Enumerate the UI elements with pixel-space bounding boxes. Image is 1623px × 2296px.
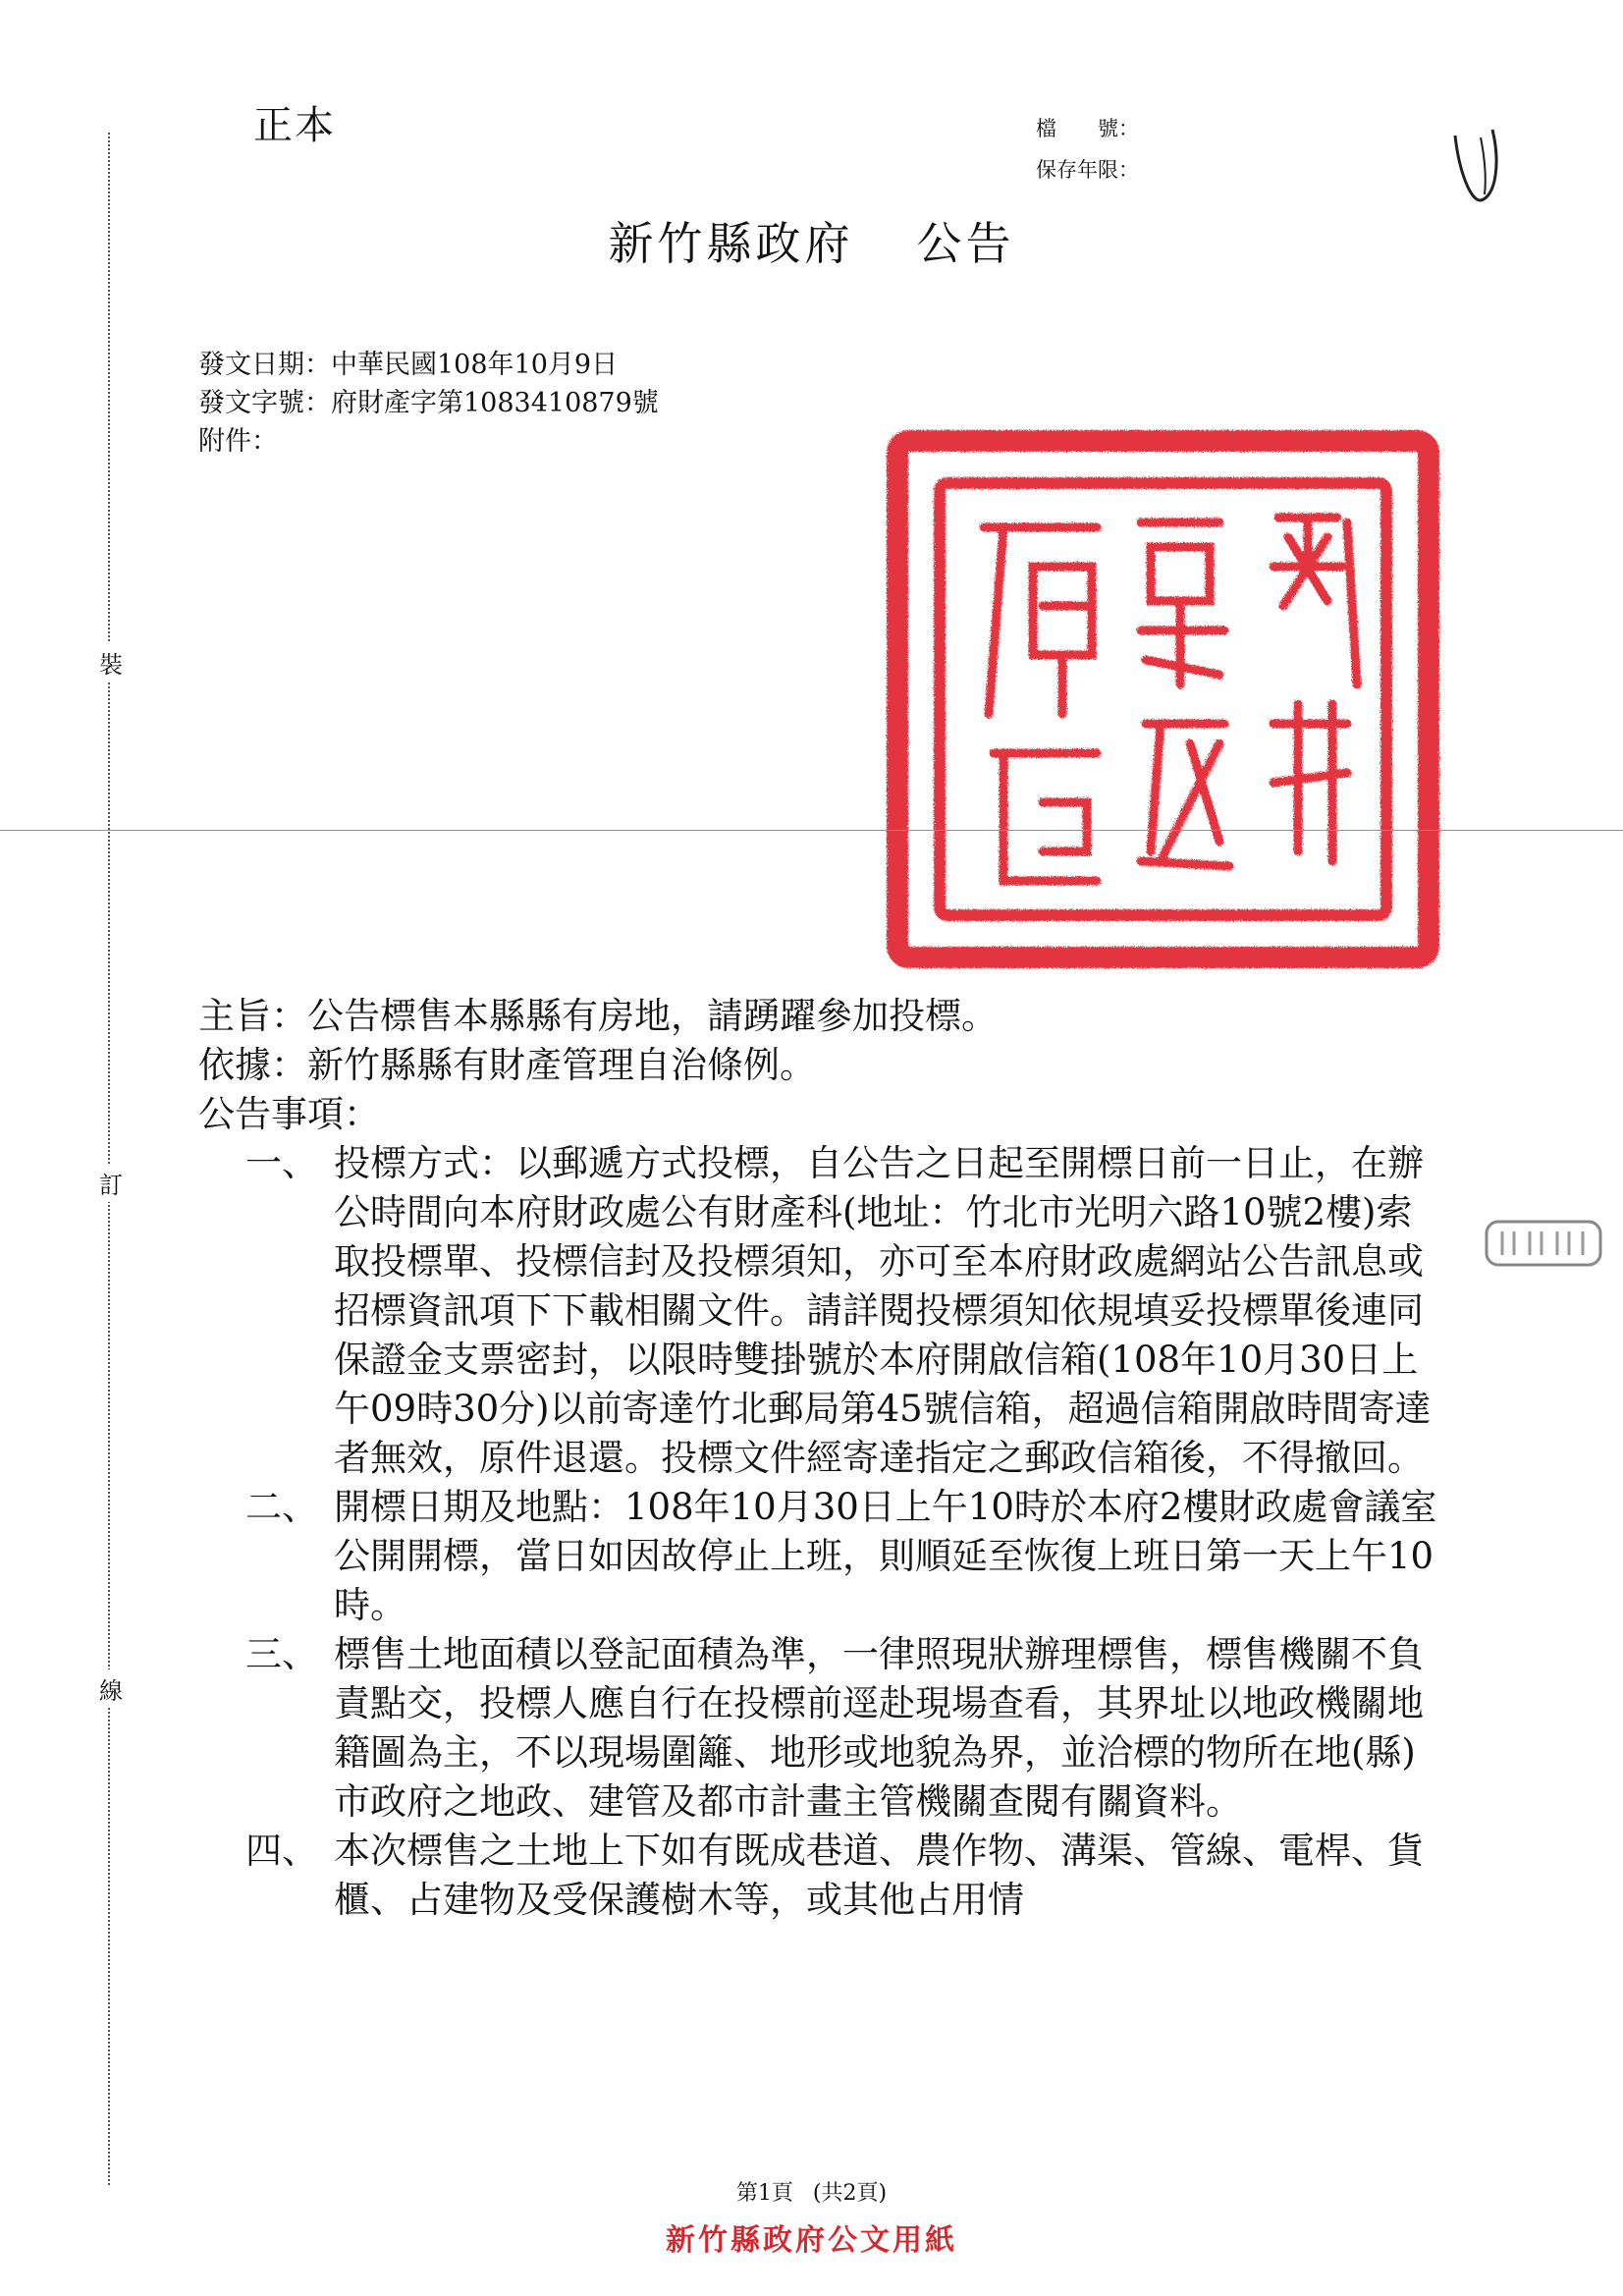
doc-type: 公告 [916, 217, 1015, 270]
issue-number: 發文字號：府財產字第1083410879號 [198, 388, 659, 418]
notice-body [198, 992, 1445, 1925]
official-seal [886, 429, 1440, 969]
page-total: (共2頁) [812, 2181, 888, 2206]
item-number: 四、 [245, 1830, 318, 1872]
notice-item [198, 1483, 1445, 1630]
attachment-line: 附件： [198, 426, 278, 457]
item-text: 標售土地面積以登記面積為準，一律照現狀辦理標售，標售機關不負責點交，投標人應自行在投標前逕赴現場查看，其界址以地政機關地籍圖為主，不以現場圍籬、地形或地貌為界，並洽標的物所在地(縣)市政府之地政、建管及都市計畫主管機關查閱有關資料。 [334, 1633, 1424, 1823]
item-number: 三、 [245, 1633, 318, 1675]
basis-line: 依據：新竹縣縣有財產管理自治條例。 [198, 1044, 816, 1086]
item-text: 投標方式：以郵遞方式投標，自公告之日起至開標日前一日止，在辦公時間向本府財政處公有財產科(地址：竹北市光明六路10號2樓)索取投標單、投標信封及投標須知，亦可至本府財政處網站公告訊息或招標資訊項下下載相關文件。請詳閱投標須知依規填妥投標單後連同保證金支票密封，以限時雙掛號於本府開啟信箱(108年10月30日上午09時30分)以前寄達竹北郵局第45號信箱，超過信箱開啟時間寄達者無效，原件退還。投標文件經寄達指定之郵政信箱後，不得撤回。 [334, 1142, 1432, 1479]
notice-item [198, 1630, 1445, 1827]
items-heading: 公告事項： [198, 1093, 380, 1135]
page-indicator [0, 2176, 1623, 2207]
item-number: 二、 [245, 1486, 318, 1528]
page-number: 第1頁 [735, 2181, 793, 2206]
agency-name: 新竹縣政府 [608, 217, 854, 270]
binding-dotted-line [108, 133, 110, 2185]
file-meta [1036, 108, 1139, 191]
issue-meta [198, 346, 659, 461]
issue-date: 發文日期：中華民國108年10月9日 [198, 350, 619, 380]
document-title [0, 208, 1623, 273]
notice-item [198, 1827, 1445, 1925]
subject-line: 主旨：公告標售本縣縣有房地，請踴躍參加投標。 [198, 995, 998, 1037]
item-text: 本次標售之土地上下如有既成巷道、農作物、溝渠、管線、電桿、貨櫃、占建物及受保護樹木等，或其他占用情 [334, 1830, 1424, 1921]
horizontal-guide-line [0, 830, 1623, 831]
binding-mark-xian: 線 [99, 1669, 123, 1708]
item-number: 一、 [245, 1142, 318, 1184]
binding-mark-zhuang: 裝 [99, 643, 123, 682]
item-text: 開標日期及地點：108年10月30日上午10時於本府2樓財政處會議室公開開標，當日如因故停止上班，則順延至恢復上班日第一天上午10時。 [334, 1486, 1437, 1626]
copy-mark: 正本 [253, 103, 336, 148]
retention-label: 保存年限： [1036, 158, 1139, 182]
small-stamp [1483, 1216, 1605, 1273]
binding-mark-ding: 訂 [99, 1164, 123, 1202]
file-number-label: 檔 號： [1036, 117, 1139, 140]
notice-item [198, 1139, 1445, 1483]
letterhead-footer: 新竹縣政府公文用紙 [666, 2223, 957, 2258]
